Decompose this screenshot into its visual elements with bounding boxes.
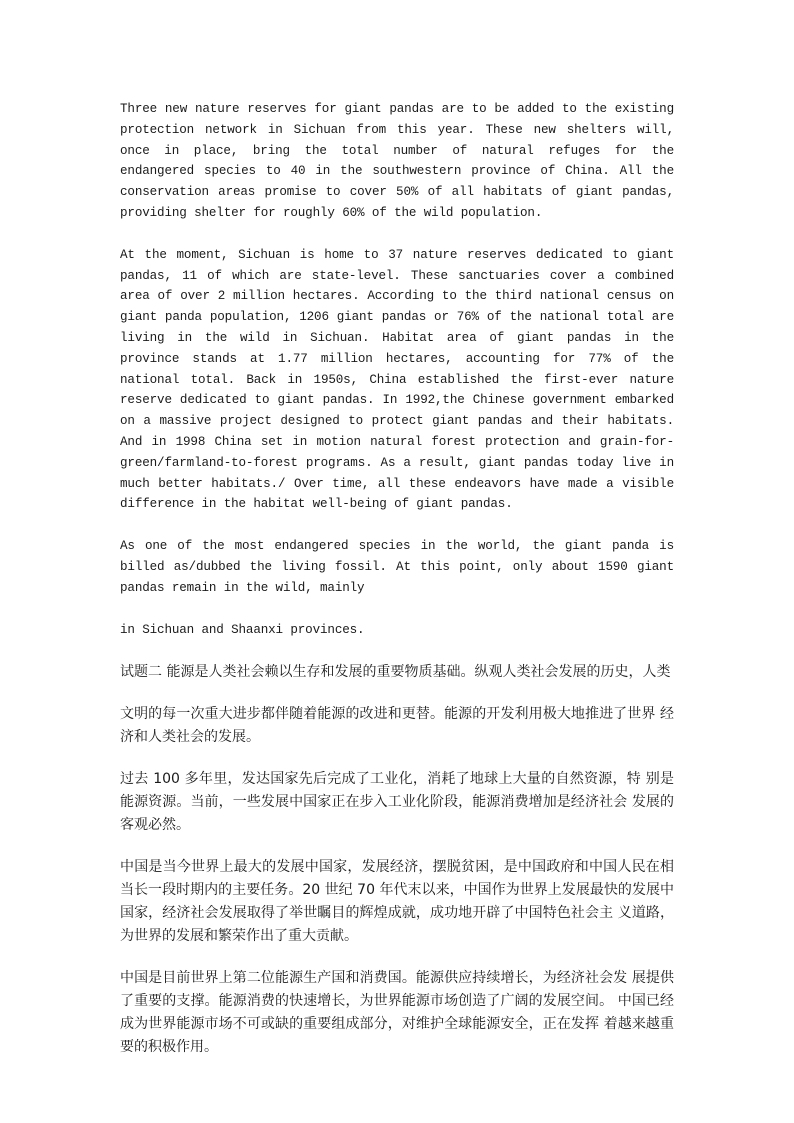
chinese-paragraph-5: 中国是目前世界上第二位能源生产国和消费国。能源供应持续增长，为经济社会发 展提供了重要的支撑。能源消费的快速增长，为世界能源市场创造了广阔的发展空间。 中国已经成为世界能源市场不可或缺的重要组成部分，对维护全球能源安全，正在发挥 着越来越重要的积极作用。 [120, 970, 674, 1056]
chinese-paragraph-4: 中国是当今世界上最大的发展中国家，发展经济，摆脱贫困，是中国政府和中国人民在相当长一段时期内的主要任务。20 世纪 70 年代末以来，中国作为世界上发展最快的发展中国家，经济社会发展取得了举世瞩目的辉煌成就，成功地开辟了中国特色社会主 义道路，为世界的发展和繁荣作出了重大贡献。 [120, 859, 674, 945]
chinese-paragraph-2: 文明的每一次重大进步都伴随着能源的改进和更替。能源的开发利用极大地推进了世界 经济和人类社会的发展。 [120, 706, 674, 746]
chinese-paragraph-1: 试题二 能源是人类社会赖以生存和发展的重要物质基础。纵观人类社会发展的历史，人类 [120, 664, 671, 681]
chinese-paragraph-3: 过去 100 多年里，发达国家先后完成了工业化，消耗了地球上大量的自然资源，特 别是能源资源。当前，一些发展中国家正在步入工业化阶段，能源消费增加是经济社会 发展的客观必然。 [120, 771, 674, 834]
english-paragraph-4: in Sichuan and Shaanxi provinces. [120, 622, 365, 637]
english-paragraph-3: As one of the most endangered species in the world, the giant panda is billed as/dubbed the living fossil. At this point, only about 1590 giant pandas remain in the wild, mainly [120, 539, 674, 595]
english-paragraph-1: Three new nature reserves for giant pandas are to be added to the existing protection network in Sichuan from this year. These new shelters will, once in place, bring the total number of natural refuges for the endangered species to 40 in the southwestern province of China. All the conservation areas promise to cover 50% of all habitats of giant pandas, providing shelter for roughly 60% of the wild population. [120, 102, 674, 220]
document-body [120, 99, 674, 1078]
english-paragraph-2: At the moment, Sichuan is home to 37 nature reserves dedicated to giant pandas, 11 of which are state-level. These sanctuaries cover a combined area of over 2 million hectares. According to the third national census on giant panda population, 1206 giant pandas or 76% of the national total are living in the wild in Sichuan. Habitat area of giant pandas in the province stands at 1.77 million hectares, accounting for 77% of the national total. Back in 1950s, China established the first-ever nature reserve dedicated to giant pandas. In 1992,the Chinese government embarked on a massive project designed to protect giant pandas and their habitats. And in 1998 China set in motion natural forest protection and grain-for-green/farmland-to-forest programs. As a result, giant pandas today live in much better habitats./ Over time, all these endeavors have made a visible difference in the habitat well-being of giant pandas. [120, 247, 674, 512]
